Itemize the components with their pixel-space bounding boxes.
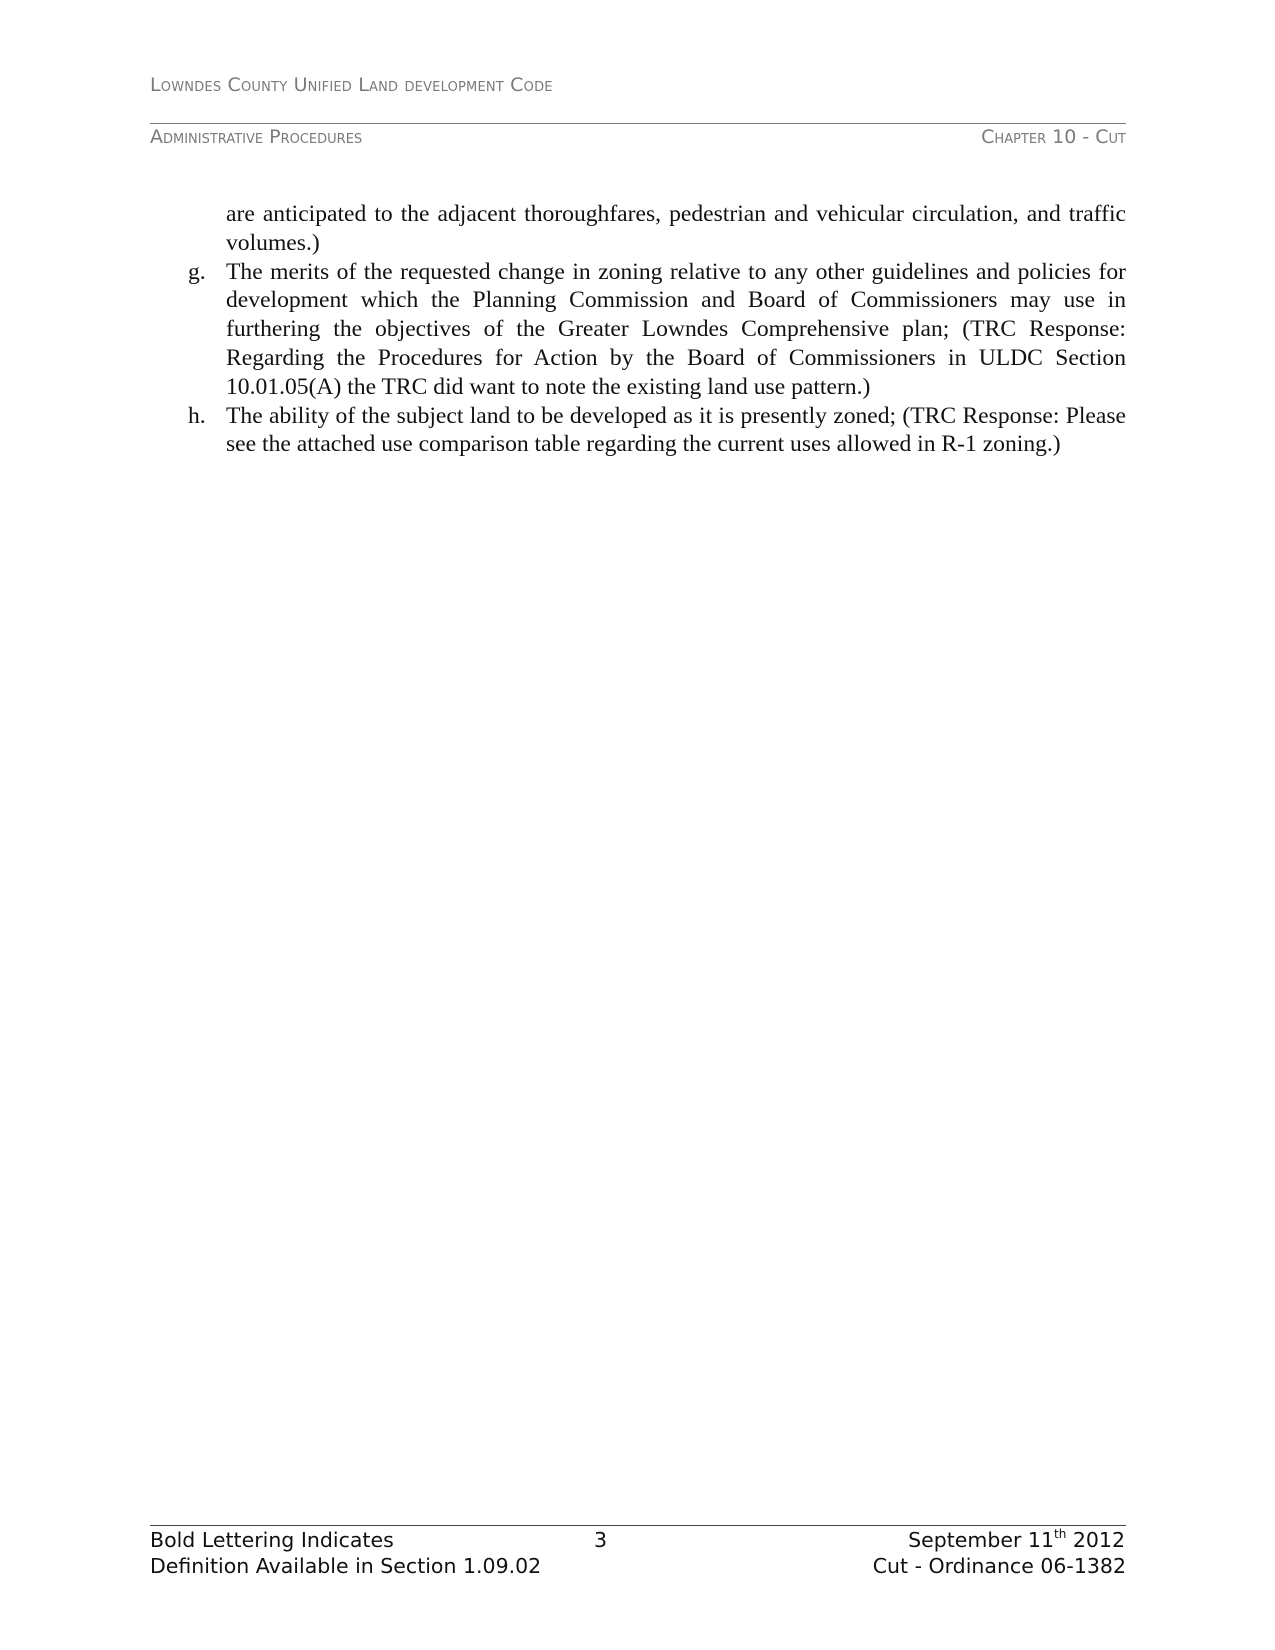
list-item-h <box>186 402 1126 460</box>
footer-date-month-day: September 11 <box>908 1528 1054 1552</box>
footer-ordinance: Cut - Ordinance 06-1382 <box>872 1554 1126 1578</box>
header-document-title: Lowndes County Unified Land development Code <box>150 74 553 96</box>
header-section-title: Administrative Procedures <box>150 126 363 148</box>
continuation-text: are anticipated to the adjacent thoroughfares, pedestrian and vehicular circulation, and traffic volumes.) <box>226 201 1126 256</box>
body-content <box>186 200 1126 459</box>
list-item-marker: g. <box>188 258 206 285</box>
footer-definition-note: Definition Available in Section 1.09.02 <box>150 1554 542 1578</box>
page-number: 3 <box>594 1528 608 1552</box>
list-item-marker: h. <box>188 402 206 429</box>
list-item-text: The ability of the subject land to be developed as it is presently zoned; (TRC Response: Please see the attached use comparison table regarding the current uses allowed in R-1 zoning.) <box>226 402 1126 458</box>
footer-bold-note: Bold Lettering Indicates <box>150 1528 394 1552</box>
footer-date <box>908 1527 1125 1553</box>
list-item-g <box>186 258 1126 402</box>
header-chapter-title: Chapter 10 - Cut <box>981 126 1126 148</box>
footer-date-ordinal: th <box>1054 1527 1067 1541</box>
footer-date-year: 2012 <box>1066 1528 1125 1552</box>
footer-divider <box>150 1525 1126 1526</box>
continuation-paragraph <box>186 200 1126 258</box>
header-divider <box>150 123 1126 124</box>
list-item-text: The merits of the requested change in zoning relative to any other guidelines and policies for development which the Planning Commission and Board of Commissioners may use in furthering the objectives of the Greater Lowndes Comprehensive plan; (TRC Response: Regarding the Procedures for Action by the Board of Commissioners in ULDC Section 10.01.05(A) the TRC did want to note the existing land use pattern.) <box>226 258 1126 400</box>
